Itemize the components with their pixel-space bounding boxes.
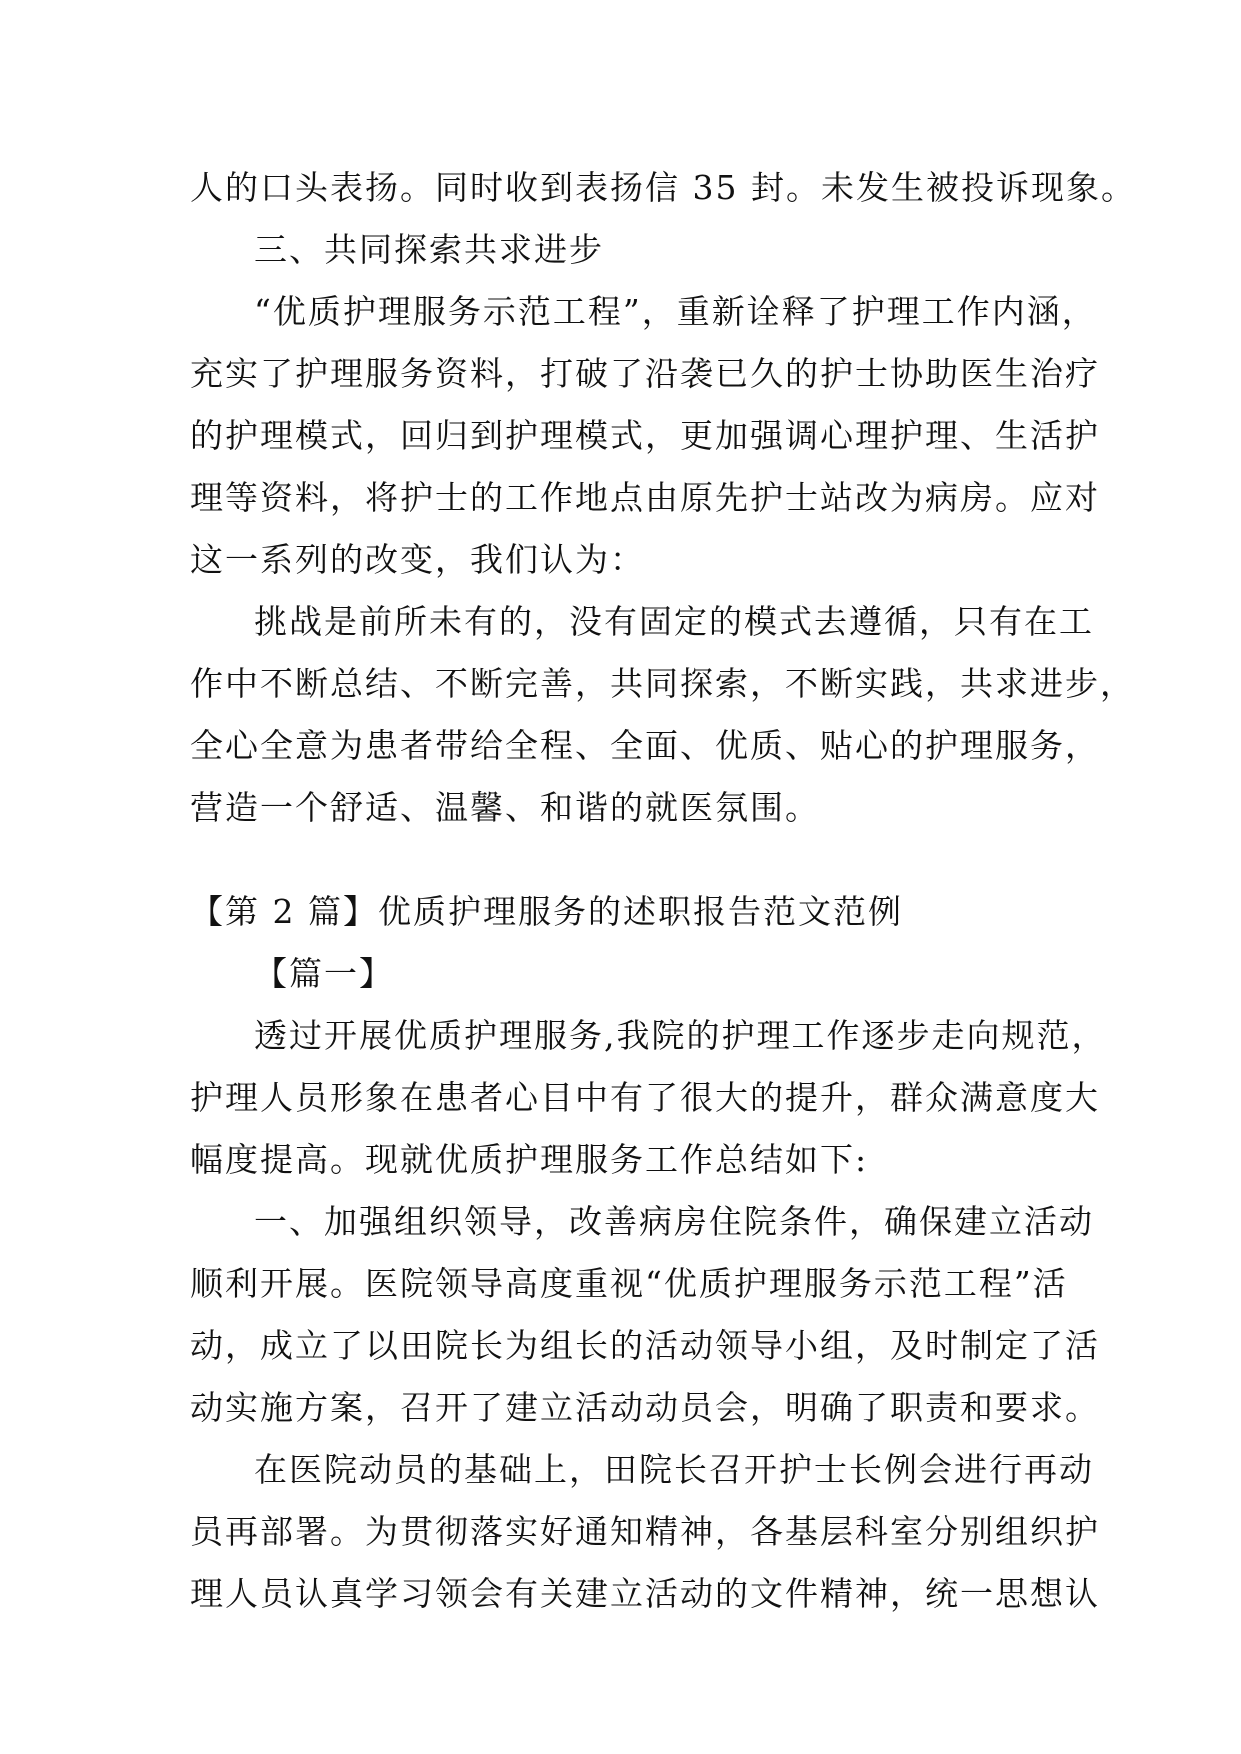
paragraph-line: 透过开展优质护理服务,我院的护理工作逐步走向规范， (254, 1016, 1107, 1055)
paragraph-line: 理等资料，将护士的工作地点由原先护士站改为病房。应对 (190, 478, 1100, 517)
paragraph-line: 护理人员形象在患者心目中有了很大的提升，群众满意度大 (190, 1078, 1100, 1117)
paragraph-line: 充实了护理服务资料，打破了沿袭已久的护士协助医生治疗 (190, 354, 1100, 393)
paragraph-line: 员再部署。为贯彻落实好通知精神，各基层科室分别组织护 (190, 1512, 1100, 1551)
paragraph-line: 动，成立了以田院长为组长的活动领导小组，及时制定了活 (190, 1326, 1100, 1365)
paragraph-line: 在医院动员的基础上，田院长召开护士长例会进行再动 (254, 1450, 1094, 1489)
paragraph-line: “优质护理服务示范工程”，重新诠释了护理工作内涵， (254, 292, 1097, 331)
paragraph-line: 顺利开展。医院领导高度重视“优质护理服务示范工程”活 (190, 1264, 1068, 1303)
paragraph-line: 作中不断总结、不断完善，共同探索，不断实践，共求进步， (190, 664, 1135, 703)
section-heading: 三、共同探索共求进步 (254, 230, 604, 269)
paragraph-line: 幅度提高。现就优质护理服务工作总结如下: (190, 1140, 869, 1179)
subsection-heading: 【篇一】 (254, 954, 394, 993)
paragraph-line: 理人员认真学习领会有关建立活动的文件精神，统一思想认 (190, 1574, 1100, 1613)
paragraph-line: 一、加强组织领导，改善病房住院条件，确保建立活动 (254, 1202, 1094, 1241)
paragraph-line: 的护理模式，回归到护理模式，更加强调心理护理、生活护 (190, 416, 1100, 455)
paragraph-line: 营造一个舒适、温馨、和谐的就医氛围。 (190, 788, 820, 827)
paragraph-line: 人的口头表扬。同时收到表扬信 35 封。未发生被投诉现象。 (190, 168, 1136, 207)
paragraph-line: 这一系列的改变，我们认为： (190, 540, 645, 579)
paragraph-line: 动实施方案，召开了建立活动动员会，明确了职责和要求。 (190, 1388, 1100, 1427)
article-title: 【第 2 篇】优质护理服务的述职报告范文范例 (190, 892, 903, 931)
paragraph-line: 全心全意为患者带给全程、全面、优质、贴心的护理服务， (190, 726, 1100, 765)
paragraph-line: 挑战是前所未有的，没有固定的模式去遵循，只有在工 (254, 602, 1094, 641)
